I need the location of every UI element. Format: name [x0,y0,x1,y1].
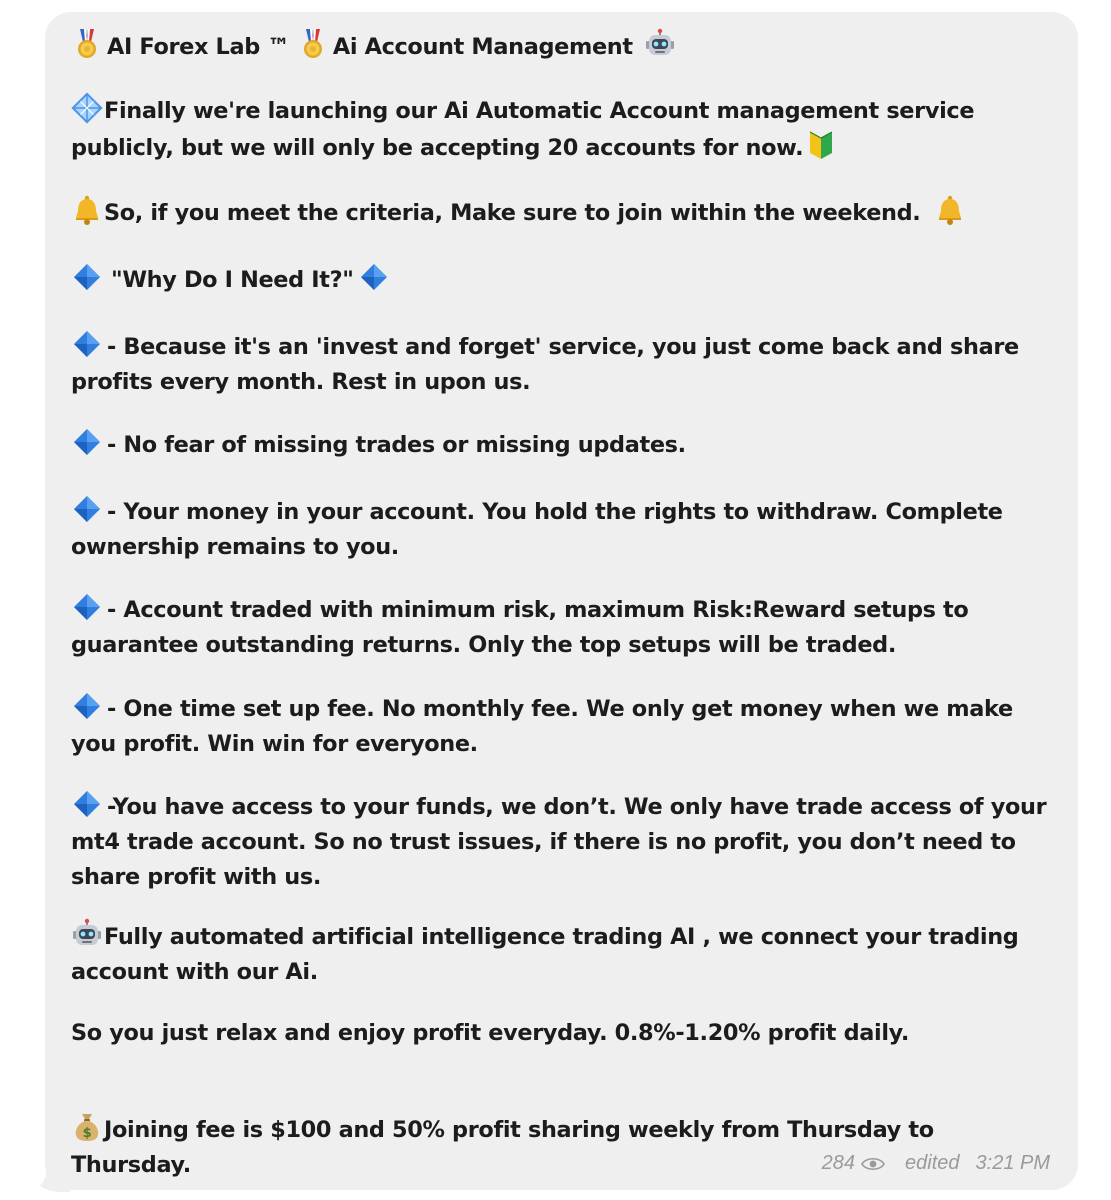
blue-diamond-icon [71,261,103,293]
channel-title: AI Forex Lab ™ [107,34,290,60]
blue-diamond-icon [358,261,390,293]
medal-icon [297,28,329,60]
paragraph-invest-forget [71,328,1048,400]
paragraph-relax-profit-text: So you just relax and enjoy profit everyday. 0.8%-1.20% profit daily. [71,1020,910,1046]
paragraph-your-money-text: - Your money in your account. You hold the rights to withdraw. Complete ownership remains to you. [71,499,1003,560]
blue-diamond-icon [71,493,103,525]
paragraph-joining-fee-text: Joining fee is $100 and 50% profit sharing weekly from Thursday to Thursday. [71,1117,934,1178]
view-count: 284 [821,1152,856,1174]
blue-diamond-icon [71,426,103,458]
paragraph-no-fear-text: - No fear of missing trades or missing updates. [107,432,686,458]
paragraph-invest-forget-text: - Because it's an 'invest and forget' service, you just come back and share profits every month. Rest in upon us. [71,334,1019,395]
blue-diamond-icon [71,328,103,360]
message-meta [822,1152,1050,1175]
paragraph-relax-profit [71,1016,1048,1051]
paragraph-criteria [71,194,1048,231]
blue-diamond-icon [71,690,103,722]
beginner-badge-icon [805,129,837,161]
message-title-line [71,28,1048,65]
message-bubble[interactable] [45,12,1078,1190]
paragraph-launch [71,92,1048,166]
diamond-lattice-icon [71,92,103,124]
paragraph-access-funds-text: -You have access to your funds, we don’t. We only have trade access of your mt4 trade account. So no trust issues, if there is no profit, you don’t need to share profit with us. [71,794,1047,890]
why-heading-text: "Why Do I Need It?" [111,267,354,293]
robot-icon [644,28,676,60]
paragraph-minimum-risk [71,591,1048,663]
paragraph-fully-automated-text: Fully automated artificial intelligence trading AI , we connect your trading account with our Ai. [71,924,1019,985]
bell-icon [934,194,966,226]
paragraph-why-heading [71,261,1048,298]
bell-icon [71,194,103,226]
paragraph-minimum-risk-text: - Account traded with minimum risk, maximum Risk:Reward setups to guarantee outstanding returns. Only the top setups will be traded. [71,597,969,658]
paragraph-no-fear [71,426,1048,463]
message-time: 3:21 PM [975,1152,1050,1174]
paragraph-access-funds [71,788,1048,895]
title-suffix: Ai Account Management [332,34,633,60]
blue-diamond-icon [71,788,103,820]
paragraph-criteria-text: So, if you meet the criteria, Make sure to join within the weekend. [104,200,921,226]
robot-icon [71,918,103,950]
medal-icon [71,28,103,60]
paragraph-one-time-fee-text: - One time set up fee. No monthly fee. We only get money when we make you profit. Win win for everyone. [71,696,1013,757]
paragraph-your-money [71,493,1048,565]
edited-label: edited [905,1152,960,1174]
blue-diamond-icon [71,591,103,623]
paragraph-fully-automated [71,918,1048,990]
paragraph-launch-text: Finally we're launching our Ai Automatic Account management service publicly, but we will only be accepting 20 accounts for now. [71,98,975,161]
paragraph-one-time-fee [71,690,1048,762]
money-bag-icon [71,1111,103,1143]
eye-icon [861,1156,885,1172]
